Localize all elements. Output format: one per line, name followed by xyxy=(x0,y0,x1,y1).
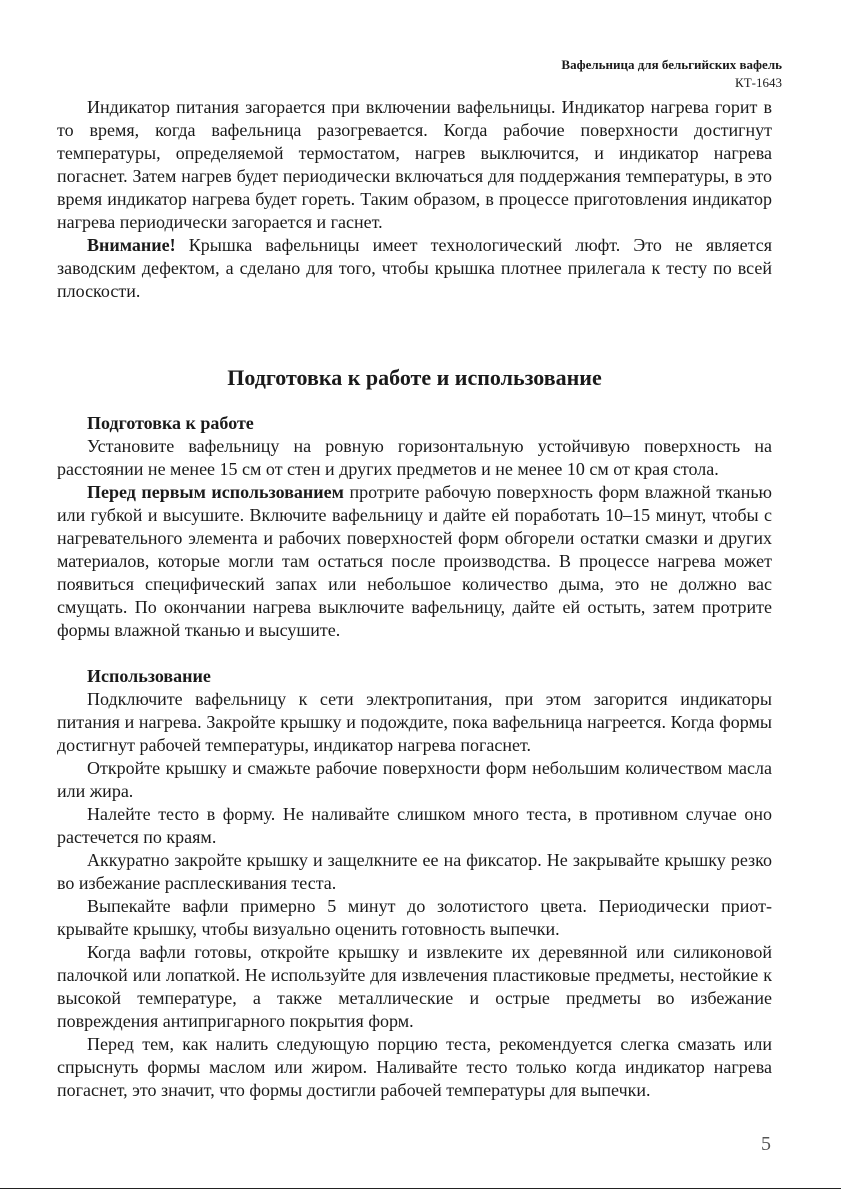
usage-paragraph: Налейте тесто в форму. Не наливайте слишком много теста, в противном случае оно растечется по краям. xyxy=(57,804,772,847)
usage-paragraph: Выпекайте вафли примерно 5 минут до золотистого цвета. Периодически приоткрывайте крышку, чтобы визуально оценить готовность выпечки. xyxy=(57,896,772,939)
page-number: 5 xyxy=(761,1133,771,1155)
usage-paragraph: Когда вафли готовы, откройте крышку и извлеките их деревянной или силиконовой палочкой или лопаткой. Не используйте для извлечения пластиковые предметы, нестойкие к высокой температуре, а также металлические и острые предметы во избежание повреждения антипригарного покрытия форм. xyxy=(57,942,772,1031)
prep-paragraph-placement: Установите вафельницу на ровную горизонтальную устойчивую поверхность на расстоянии не менее 15 см от стен и других предметов и не менее 10 см от края стола. xyxy=(57,436,772,479)
first-use-label: Перед первым использованием xyxy=(87,482,344,502)
spacer xyxy=(57,642,772,665)
bottom-divider xyxy=(0,1188,841,1189)
page-body xyxy=(57,96,772,1102)
prep-heading: Подготовка к работе xyxy=(87,413,254,433)
intro-paragraph-indicators: Индикатор питания загорается при включении вафельницы. Индикатор нагрева горит в то время, когда вафельница разогревается. Когда рабочие поверхности достигнут температуры, определяемой термостатом, нагрев выключится, и индикатор нагрева погаснет. Затем нагрев будет периодически включаться для поддержания температуры, в это время индикатор нагрева будет гореть. Таким образом, в процессе приготовления индикатор нагрева периодически загорается и гаснет. xyxy=(57,97,772,232)
header-product-title: Вафельница для бельгийских вафель xyxy=(561,57,782,72)
warning-text: Крышка вафельницы имеет технологический люфт. Это не является заводским дефектом, а сделано для того, чтобы крышка плотнее прилегала к тесту по всей плоскости. xyxy=(57,235,772,301)
section-title: Подготовка к работе и использование xyxy=(227,365,602,390)
first-use-text: протрите рабочую поверхность форм влажной тканью или губкой и высушите. Включите вафельницу и дайте ей поработать 10–15 минут, чтобы с нагревательного элемента и рабочих поверхностей форм обгорели остатки смазки и других материалов, которые могли там остаться после производства. В процессе нагрева может появиться специфический запах или небольшое количество дыма, это не должно вас смущать. По окончании нагрева выключите вафельницу, дайте ей остыть, затем протрите формы влажной тканью и высушите. xyxy=(57,482,772,640)
header-model-number: КТ-1643 xyxy=(735,75,782,90)
warning-label: Внимание! xyxy=(87,235,176,255)
usage-paragraph: Аккуратно закройте крышку и защелкните ее на фиксатор. Не закрывайте крышку резко во избежание расплескивания теста. xyxy=(57,850,772,893)
prep-paragraph-first-use xyxy=(57,481,772,642)
running-header xyxy=(561,56,782,92)
usage-paragraph: Перед тем, как налить следующую порцию теста, рекомендуется слегка смазать или спрыснуть формы маслом или жиром. Наливайте тесто только когда индикатор нагрева погаснет, это значит, что формы достигли рабочей температуры для выпечки. xyxy=(57,1034,772,1100)
usage-paragraph: Подключите вафельницу к сети электропитания, при этом загорится индикаторы питания и нагрева. Закройте крышку и подождите, пока вафельница нагреется. Когда формы достигнут рабочей температуры, индикатор нагрева погаснет. xyxy=(57,689,772,755)
usage-paragraph: Откройте крышку и смажьте рабочие поверхности форм небольшим количеством масла или жира. xyxy=(57,758,772,801)
usage-heading: Использование xyxy=(87,666,211,686)
intro-paragraph-warning xyxy=(57,234,772,303)
